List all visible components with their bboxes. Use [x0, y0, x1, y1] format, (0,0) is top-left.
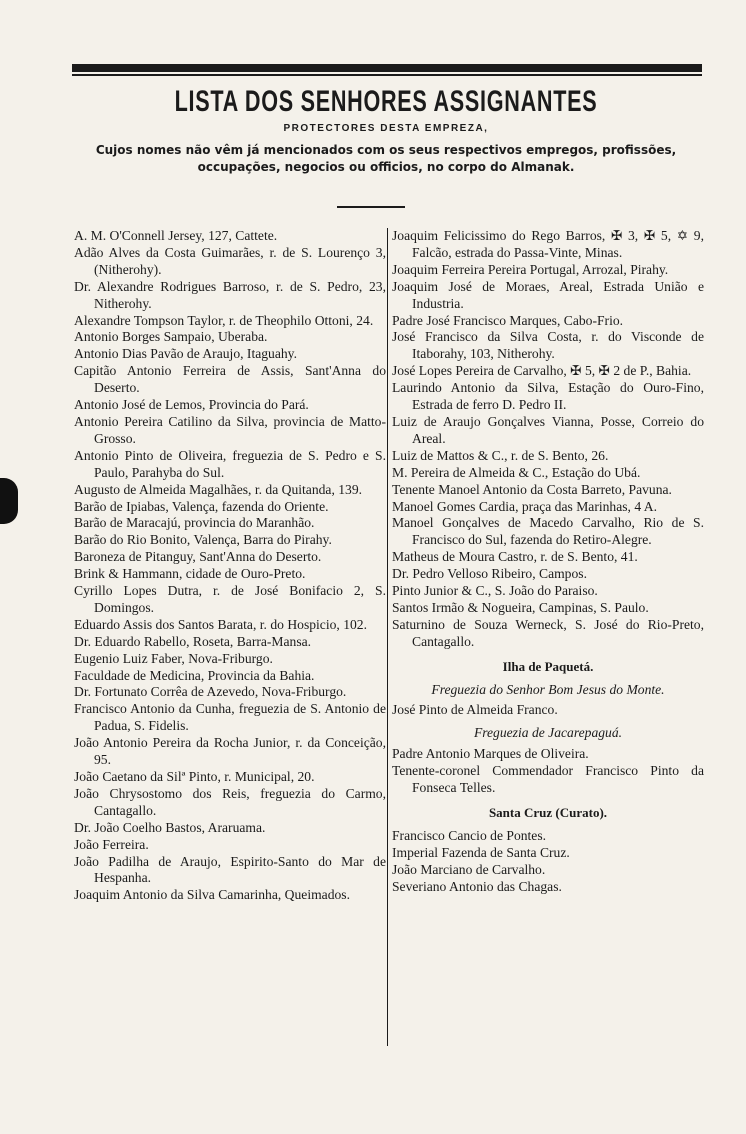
- list-item: Manoel Gonçalves de Macedo Carvalho, Rio de S. Francisco do Sul, fazenda do Retiro-Alegre.: [392, 515, 704, 548]
- page-subtitle: PROTECTORES DESTA EMPREZA,: [283, 123, 489, 134]
- list-item: Tenente-coronel Commendador Francisco Pinto da Fonseca Telles.: [392, 763, 704, 796]
- list-item: Manoel Gomes Cardia, praça das Marinhas, 4 A.: [392, 498, 658, 514]
- list-item: Dr. Alexandre Rodrigues Barroso, r. de S. Pedro, 23, Nitherohy.: [74, 278, 386, 311]
- list-item: Padre Antonio Marques de Oliveira.: [392, 746, 589, 762]
- list-item: Francisco Antonio da Cunha, freguezia de S. Antonio de Padua, S. Fidelis.: [74, 701, 386, 734]
- list-item: João Padilha de Araujo, Espirito-Santo do Mar de Hespanha.: [74, 853, 386, 886]
- list-item: Joaquim Antonio da Silva Camarinha, Queimados.: [74, 887, 350, 903]
- list-item: Joaquim Ferreira Pereira Portugal, Arrozal, Pirahy.: [392, 261, 669, 277]
- list-item: Pinto Junior & C., S. João do Paraiso.: [392, 583, 598, 599]
- list-item: Antonio Borges Sampaio, Uberaba.: [74, 329, 268, 345]
- list-item: José Lopes Pereira de Carvalho, ✠ 5, ✠ 2 de P., Bahia.: [392, 363, 692, 379]
- list-item: Barão de Ipiabas, Valença, fazenda do Oriente.: [74, 498, 329, 514]
- list-item: Brink & Hammann, cidade de Ouro-Preto.: [74, 566, 306, 582]
- list-item: Eugenio Luiz Faber, Nova-Friburgo.: [74, 650, 273, 666]
- list-item: João Chrysostomo dos Reis, freguezia do Carmo, Cantagallo.: [74, 785, 386, 818]
- list-item: Capitão Antonio Ferreira de Assis, Sant'Anna do Deserto.: [74, 363, 386, 396]
- list-item: Eduardo Assis dos Santos Barata, r. do Hospicio, 102.: [74, 616, 368, 632]
- list-item: Cyrillo Lopes Dutra, r. de José Bonifacio 2, S. Domingos.: [74, 583, 386, 615]
- list-item: Padre José Francisco Marques, Cabo-Frio.: [392, 312, 624, 328]
- list-item: Augusto de Almeida Magalhães, r. da Quitanda, 139.: [74, 481, 363, 497]
- list-item: Saturnino de Souza Werneck, S. José do Rio-Preto, Cantagallo.: [392, 616, 704, 649]
- list-item: Antonio Pereira Catilino da Silva, provincia de Matto-Grosso.: [74, 413, 386, 446]
- list-item: João Ferreira.: [74, 836, 149, 852]
- list-item: Matheus de Moura Castro, r. de S. Bento, 41.: [392, 549, 638, 565]
- list-item: Adão Alves da Costa Guimarães, r. de S. Lourenço 3, (Nitherohy).: [74, 244, 386, 277]
- list-item: Barão de Maracajú, provincia do Maranhão.: [74, 515, 315, 531]
- list-item: Luiz de Mattos & C., r. de S. Bento, 26.: [392, 447, 609, 463]
- list-item: Luiz de Araujo Gonçalves Vianna, Posse, Correio do Areal.: [392, 413, 704, 446]
- list-item: A. M. O'Connell Jersey, 127, Cattete.: [74, 228, 278, 243]
- ink-blot: [0, 478, 18, 524]
- column-divider: [387, 228, 388, 1046]
- list-item: José Pinto de Almeida Franco.: [392, 702, 558, 718]
- list-item: Francisco Cancio de Pontes.: [392, 827, 547, 843]
- list-item: Faculdade de Medicina, Provincia da Bahia.: [74, 667, 315, 683]
- right-column: [392, 228, 704, 896]
- top-rule-thick: [72, 64, 702, 72]
- intro-text: Cujos nomes não vêm já mencionados com os seus respectivos empregos, profissões, occupações, negocios ou officios, no corpo do Almanak.: [95, 143, 677, 174]
- list-item: Antonio José de Lemos, Provincia do Pará.: [74, 397, 309, 413]
- left-column: [74, 228, 386, 904]
- page-header: [66, 84, 706, 176]
- list-item: Dr. João Coelho Bastos, Araruama.: [74, 819, 266, 835]
- header-divider: [337, 206, 405, 208]
- list-item: Joaquim José de Moraes, Areal, Estrada União e Industria.: [392, 278, 704, 311]
- subheading-bom-jesus: Freguezia do Senhor Bom Jesus do Monte.: [431, 681, 665, 697]
- subheading-jacarepagua: Freguezia de Jacarepaguá.: [473, 725, 623, 741]
- list-item: Dr. Fortunato Corrêa de Azevedo, Nova-Friburgo.: [74, 684, 347, 700]
- list-item: João Antonio Pereira da Rocha Junior, r. da Conceição, 95.: [74, 735, 386, 768]
- list-item: Baroneza de Pitanguy, Sant'Anna do Deserto.: [74, 549, 322, 565]
- list-item: Severiano Antonio das Chagas.: [392, 878, 562, 894]
- list-item: Santos Irmão & Nogueira, Campinas, S. Paulo.: [392, 599, 649, 615]
- list-item: Laurindo Antonio da Silva, Estação do Ouro-Fino, Estrada de ferro D. Pedro II.: [392, 380, 704, 413]
- list-item: Antonio Dias Pavão de Araujo, Itaguahy.: [74, 346, 297, 362]
- list-item: Barão do Rio Bonito, Valença, Barra do Pirahy.: [74, 532, 332, 548]
- list-item: Antonio Pinto de Oliveira, freguezia de S. Pedro e S. Paulo, Parahyba do Sul.: [74, 447, 386, 480]
- list-item: Imperial Fazenda de Santa Cruz.: [392, 844, 570, 860]
- section-heading-santa-cruz: Santa Cruz (Curato).: [488, 805, 608, 820]
- list-item: José Francisco da Silva Costa, r. do Visconde de Itaborahy, 103, Nitherohy.: [392, 329, 704, 362]
- list-item: M. Pereira de Almeida & C., Estação do Ubá.: [392, 464, 641, 480]
- list-item: Dr. Pedro Velloso Ribeiro, Campos.: [392, 566, 587, 582]
- list-item: João Caetano da Silª Pinto, r. Municipal, 20.: [74, 769, 315, 784]
- section-heading-paqueta: Ilha de Paquetá.: [502, 658, 594, 674]
- list-item: Dr. Eduardo Rabello, Roseta, Barra-Mansa.: [74, 633, 312, 649]
- list-item: Alexandre Tompson Taylor, r. de Theophilo Ottoni, 24.: [74, 312, 374, 328]
- list-item: João Marciano de Carvalho.: [392, 861, 546, 877]
- list-item: Joaquim Felicissimo do Rego Barros, ✠ 3, ✠ 5, ✡ 9, Falcão, estrada do Passa-Vinte, Minas.: [392, 228, 704, 260]
- list-item: Tenente Manoel Antonio da Costa Barreto, Pavuna.: [392, 481, 672, 497]
- top-rule-thin: [72, 74, 702, 76]
- page-title: LISTA DOS SENHORES ASSIGNANTES: [174, 85, 598, 118]
